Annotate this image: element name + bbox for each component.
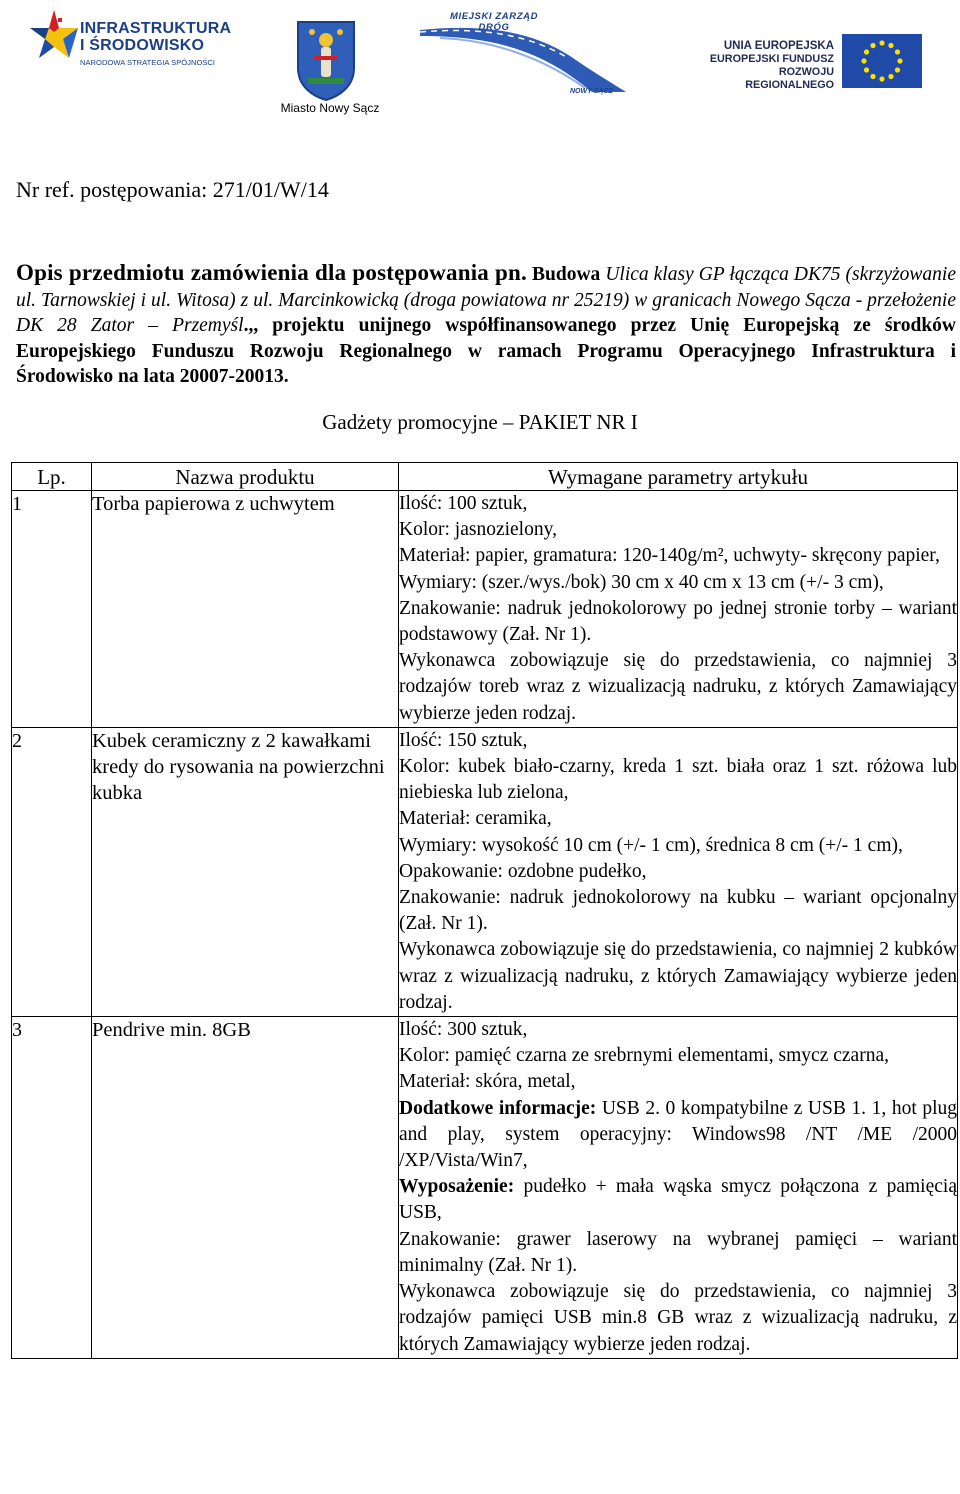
parameter-line	[399, 1069, 957, 1095]
parameter-value: ozdobne pudełko,	[502, 860, 647, 882]
parameter-label: Opakowanie:	[399, 860, 503, 882]
mzd-subtitle: NOWY SĄCZ	[570, 88, 613, 95]
description-opis: Opis przedmiotu zamówienia dla postępowania pn.	[16, 260, 527, 285]
parameter-line	[399, 1279, 957, 1358]
parameter-value: skóra, metal,	[470, 1071, 576, 1093]
parameter-line	[399, 833, 957, 859]
row-lp: 2	[12, 727, 92, 1016]
header-params: Wymagane parametry artykułu	[399, 463, 958, 491]
row-lp: 3	[12, 1017, 92, 1359]
parameter-label: Wyposażenie:	[399, 1176, 515, 1198]
parameter-line	[399, 859, 957, 885]
infra-line1: INFRASTRUKTURA	[80, 20, 232, 37]
parameter-line	[399, 517, 957, 543]
package-title: Gadżety promocyjne – PAKIET NR I	[322, 410, 638, 434]
table-body	[12, 491, 958, 1359]
description-budowa: Budowa	[532, 264, 601, 285]
parameter-line	[399, 1043, 957, 1069]
reference-number: Nr ref. postępowania: 271/01/W/14	[16, 177, 329, 202]
parameter-line	[399, 648, 957, 727]
parameter-value: nadruk jednokolorowy po jednej stronie torby – wariant podstawowy (Zał. Nr 1).	[399, 597, 957, 646]
parameter-label: Dodatkowe informacje:	[399, 1097, 597, 1119]
parameter-line	[399, 937, 957, 1016]
row-product-name: Pendrive min. 8GB	[92, 1017, 399, 1359]
parameter-line	[399, 596, 957, 648]
mzd-logo	[420, 8, 630, 98]
description-rest: .,, projektu unijnego współfinansowanego przez Unię Europejską ze środków Europejskiego Funduszu Rozwoju Regionalnego w ramach Programu Operacyjnego Infrastruktura i Środowisko na lata 20007-20013.	[16, 315, 956, 387]
parameter-value: wysokość 10 cm (+/- 1 cm), średnica 8 cm (+/- 1 cm),	[476, 834, 903, 856]
row-product-name: Kubek ceramiczny z 2 kawałkami kredy do rysowania na powierzchni kubka	[92, 727, 399, 1016]
eu-flag-icon	[842, 34, 922, 88]
row-parameters	[399, 727, 958, 1016]
items-table	[11, 462, 958, 1359]
parameter-line	[399, 754, 957, 806]
parameter-label: Kolor:	[399, 1045, 450, 1067]
header-logos	[0, 0, 960, 130]
parameter-line	[399, 1096, 957, 1175]
crest-caption: Miasto Nowy Sącz	[280, 101, 380, 115]
parameter-value: grawer laserowy na wybranej pamięci – wariant minimalny (Zał. Nr 1).	[399, 1228, 957, 1276]
eu-line1: UNIA EUROPEJSKA	[723, 40, 834, 52]
row-parameters	[399, 1017, 958, 1359]
parameter-value: Wykonawca zobowiązuje się do przedstawienia, co najmniej 3 rodzajów pamięci USB min.8 GB wraz z wizualizacją nadruku, z których Zamawiający wybierze jeden rodzaj.	[399, 1281, 957, 1355]
infra-line2: I ŚRODOWISKO	[80, 37, 205, 54]
eu-line3: ROZWOJU REGIONALNEGO	[745, 66, 834, 91]
parameter-value: pamięć czarna ze srebrnymi elementami, smycz czarna,	[449, 1045, 889, 1067]
parameter-label: Materiał:	[399, 545, 471, 567]
parameter-line	[399, 1174, 957, 1226]
parameter-value: pudełko + mała wąska smycz połączona z pamięcią USB,	[399, 1176, 957, 1224]
parameter-value: nadruk jednokolorowy na kubku – wariant opcjonalny (Zał. Nr 1).	[399, 887, 957, 935]
parameter-value: ceramika,	[470, 808, 552, 830]
header-name: Nazwa produktu	[92, 463, 399, 491]
parameter-value: Wykonawca zobowiązuje się do przedstawienia, co najmniej 2 kubków wraz z wizualizacją nadruku, z których Zamawiający wybierze jeden rodzaj.	[399, 939, 957, 1013]
parameter-value: 100 sztuk,	[442, 493, 528, 514]
parameter-value: Wykonawca zobowiązuje się do przedstawienia, co najmniej 3 rodzajów toreb wraz z wizualizacją nadruku, z których Zamawiający wybierze jeden rodzaj.	[399, 650, 957, 724]
parameter-label: Wymiary:	[399, 571, 477, 593]
eu-logo	[696, 34, 926, 90]
table-row	[12, 491, 958, 728]
parameter-line	[399, 806, 957, 832]
description-project-name: Ulica klasy GP łącząca DK75 (skrzyżowanie ul. Tarnowskiej i ul. Witosa) z ul. Marcinkowicką (droga powiatowa nr 25219) w granicach Nowego Sącza - przełożenie DK 28 Zator – Przemyśl	[16, 264, 957, 336]
row-lp: 1	[12, 491, 92, 728]
parameter-value: (szer./wys./bok) 30 cm x 40 cm x 13 cm (+/- 3 cm),	[476, 571, 884, 593]
parameter-value: kubek biało-czarny, kreda 1 szt. biała oraz 1 szt. różowa lub niebieska lub zielona,	[399, 756, 957, 804]
row-product-name: Torba papierowa z uchwytem	[92, 491, 399, 728]
parameter-line	[399, 543, 957, 569]
crest-shield-icon	[294, 18, 358, 102]
order-description	[16, 260, 956, 390]
parameter-label: Znakowanie:	[399, 597, 501, 619]
parameter-value: USB 2. 0 kompatybilne z USB 1. 1, hot plug and play, system operacyjny: Windows98 /NT /ME /2000 /XP/Vista/Win7,	[399, 1097, 957, 1172]
parameter-label: Materiał:	[399, 1071, 471, 1093]
parameter-label: Ilość:	[399, 729, 443, 751]
parameter-label: Znakowanie:	[399, 1228, 501, 1250]
parameter-line	[399, 728, 957, 754]
parameter-label: Wymiary:	[399, 834, 477, 856]
parameter-label: Ilość:	[399, 493, 443, 514]
header-lp: Lp.	[12, 463, 92, 491]
infra-line3: NARODOWA STRATEGIA SPÓJNOŚCI	[80, 58, 216, 67]
parameter-value: 150 sztuk,	[442, 729, 528, 751]
parameter-value: jasnozielony,	[449, 519, 557, 541]
parameter-label: Materiał:	[399, 808, 471, 830]
city-crest-logo	[294, 18, 358, 102]
parameter-line	[399, 1227, 957, 1279]
mzd-title: MIEJSKI ZARZĄD DRÓG	[449, 11, 539, 33]
row-parameters	[399, 491, 958, 728]
parameter-line	[399, 885, 957, 937]
parameter-label: Znakowanie:	[399, 887, 501, 909]
eu-line2: EUROPEJSKI FUNDUSZ	[709, 53, 834, 65]
table-row	[12, 1017, 958, 1359]
infrastruktura-star-icon	[28, 6, 80, 72]
parameter-label: Kolor:	[399, 519, 450, 541]
parameter-label: Ilość:	[399, 1019, 443, 1041]
parameter-value: 300 sztuk,	[442, 1019, 528, 1041]
parameter-label: Kolor:	[399, 756, 450, 778]
parameter-line	[399, 570, 957, 596]
parameter-line	[399, 491, 957, 517]
table-row	[12, 727, 958, 1016]
infrastruktura-logo	[28, 6, 232, 72]
parameter-value: papier, gramatura: 120-140g/m², uchwyty- skręcony papier,	[470, 545, 940, 567]
table-header-row	[12, 463, 958, 491]
parameter-line	[399, 1017, 957, 1043]
